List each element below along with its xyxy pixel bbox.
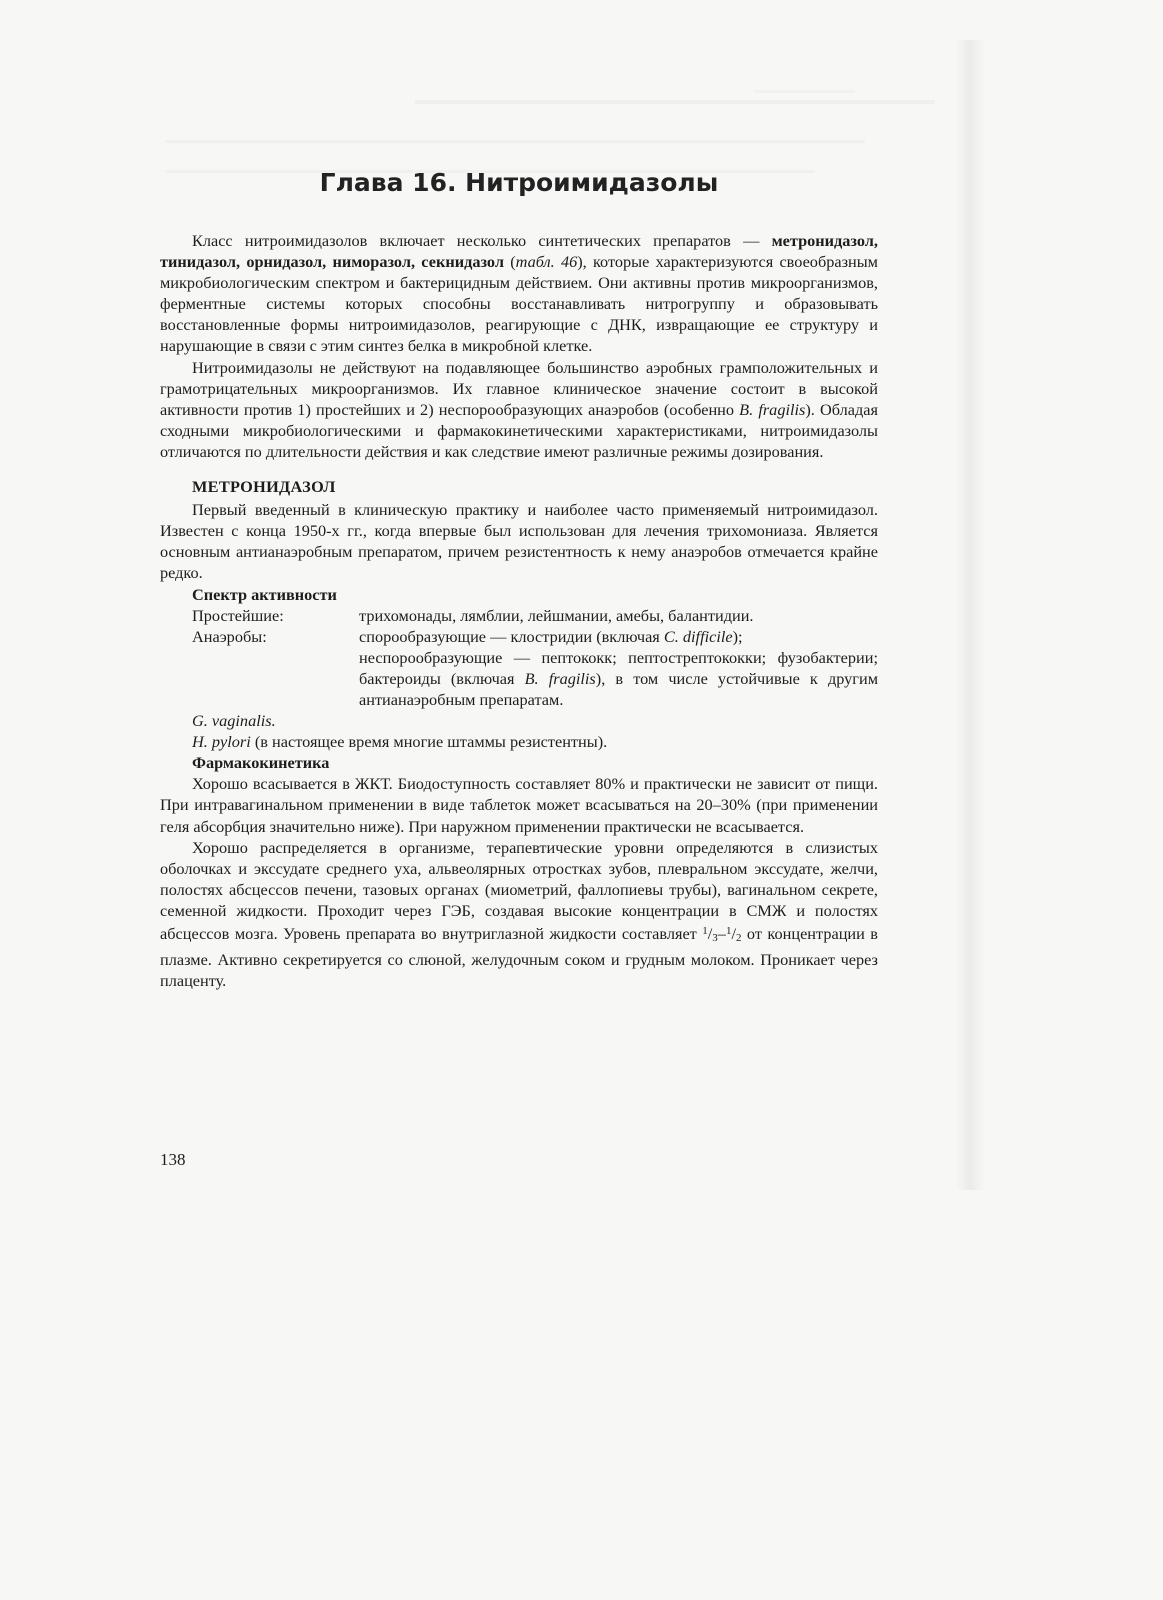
pharmacokinetics-paragraph-1: Хорошо всасывается в ЖКТ. Биодоступность составляет 80% и практически не зависит от пищи. При интравагинальном применении в виде таблеток может всасываться на 20–30% (при применении геля абсорбция значительно ниже). При наружном применении практически не всасывается. [160, 774, 878, 836]
spectrum-hpylori: H. pylori (в настоящее время многие штаммы резистентны). [192, 732, 608, 752]
spectrum-label: Анаэробы: [192, 626, 267, 646]
intro-paragraph-2: Нитроимидазолы не действуют на подавляющее большинство аэробных грамположительных и грамотрицательных микроорганизмов. Их главное клиническое значение состоит в высокой активности против 1) простейших и 2) неспорообразующих анаэробов (особенно B. fragilis). Обладая сходными микробиологическими и фармакокинетическими характеристиками, нитроимидазолы отличаются по длительности действия и как следствие имеют различные режимы дозирования. [160, 357, 878, 461]
spectrum-heading: Спектр активности [192, 584, 337, 604]
spectrum-value: трихомонады, лямблии, лейшмании, амебы, балантидии. [359, 605, 754, 625]
page-number: 138 [160, 1150, 186, 1169]
pharmacokinetics-heading: Фармакокинетика [192, 753, 330, 773]
spectrum-label: Простейшие: [192, 605, 284, 625]
drug-list: метронидазол, тинидазол, орнидазол, ниморазол, секнидазол [160, 231, 879, 272]
spectrum-gvaginalis: G. vaginalis. [192, 711, 276, 731]
spectrum-row-protozoa [192, 605, 878, 626]
chapter-title: Глава 16. Нитроимидазолы [319, 168, 719, 197]
chapter-body [160, 230, 878, 991]
spectrum-row-anaerobes [192, 626, 878, 710]
page-edge-shadow [955, 40, 985, 1190]
intro-paragraph-1: Класс нитроимидазолов включает несколько синтетических препаратов — метронидазол, тинидазол, орнидазол, ниморазол, секнидазол (табл. 46), которые характеризуются своеобразным микробиологическим спектром и бактерицидным действием. Они активны против микроорганизмов, ферментные системы которых способны восстанавливать нитрогруппу и образовывать восстановленные формы нитроимидазолов, реагирующие с ДНК, извращающие ее структуру и нарушающие в связи с этим синтез белка в микробной клетке. [160, 231, 879, 356]
spectrum-value: спорообразующие — клостридии (включая C. difficile); неспорообразующие — пептококк; пептострептококки; фузобактерии; бактероиды (включая B. fragilis), в том числе устойчивые к другим антианаэробным препаратам. [359, 626, 878, 709]
pharmacokinetics-paragraph-2: Хорошо распределяется в организме, терапевтические уровни определяются в слизистых оболочках и экссудате среднего уха, альвеолярных отростках зубов, плевральном экссудате, желчи, полостях абсцессов печени, тазовых органах (миометрий, фаллопиевы трубы), вагинальном секрете, семенной жидкости. Проходит через ГЭБ, создавая высокие концентрации в СМЖ и полостях абсцессов мозга. Уровень препарата во внутриглазной жидкости составляет $^1$/3–$^1$/2 от концентрации в плазме. Активно секретируется со слюной, желудочным соком и грудным молоком. Проникает через плаценту. [160, 837, 878, 991]
metronidazole-paragraph-1: Первый введенный в клиническую практику и наиболее часто применяемый нитроимидазол. Известен с конца 1950-х гг., когда впервые был использован для лечения трихомониаза. Является основным антианаэробным препаратом, причем резистентность к нему анаэробов отмечается крайне редко. [160, 500, 878, 583]
section-heading-metronidazole: МЕТРОНИДАЗОЛ [192, 477, 336, 497]
table-reference: табл. 46 [515, 252, 578, 272]
